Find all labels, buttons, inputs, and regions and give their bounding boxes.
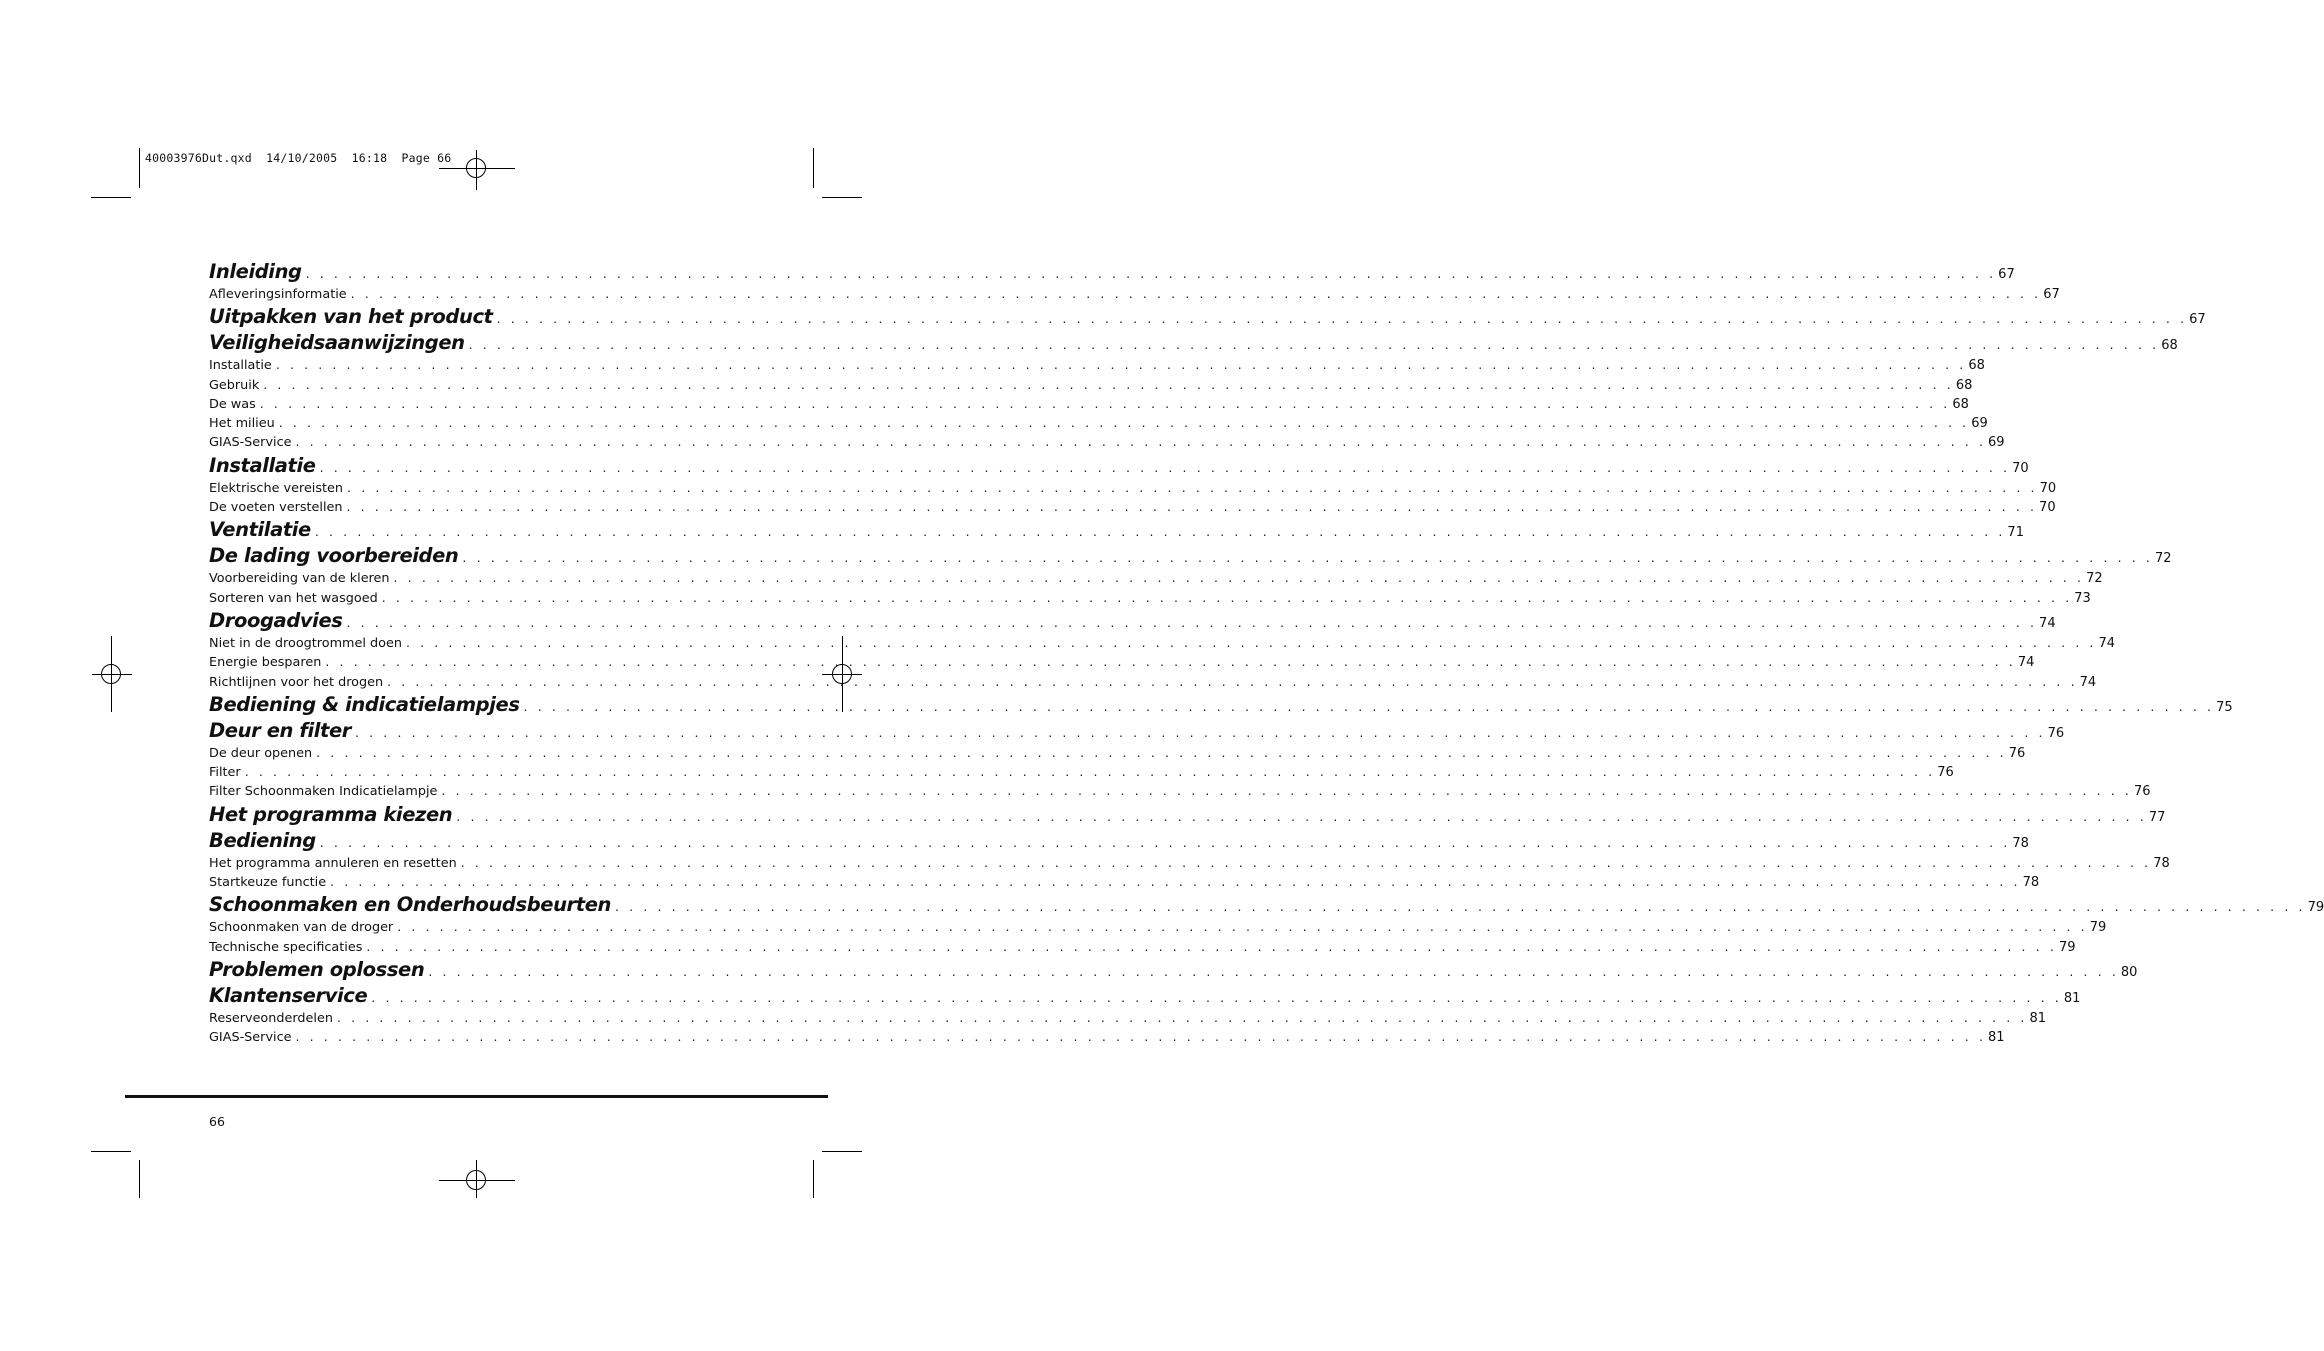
toc-entry	[209, 673, 2097, 693]
toc-label: Installatie	[209, 358, 272, 374]
toc-page-number: 79	[2058, 939, 2076, 955]
dot-leader: . . . . . . . . . . . . . . . . . . . . . . . . . . . . . . . . . . . . . . . . . . . . . . . . . . . . . . . . . . . . . . . . . . . . . . . . . . . . . . . . . . . . . . . . . . . . . . . . . . . . . . . . . . . . . . . . . . . . . . . .	[346, 614, 2038, 630]
toc-heading	[209, 305, 2206, 331]
toc-page-number: 67	[2043, 287, 2060, 302]
dot-leader: . . . . . . . . . . . . . . . . . . . . . . . . . . . . . . . . . . . . . . . . . . . . . . . . . . . . . . . . . . . . . . . . . . . . . . . . . . . . . . . . . . . . . . . . . . . . . . . . . . . . . . . . . . . . . . . . . . . . . . . .	[371, 989, 2062, 1005]
toc-page-number: 76	[2133, 784, 2151, 800]
dot-leader: . . . . . . . . . . . . . . . . . . . . . . . . . . . . . . . . . . . . . . . . . . . . . . . . . . . . . . . . . . . . . . . . . . . . . . . . . . . . . . . . . . . . . . . . . . . . . . . . . . . . . . . . . . . . . . . . . . . . . . . .	[244, 764, 1936, 780]
toc-label: Filter	[209, 765, 241, 781]
dot-leader: . . . . . . . . . . . . . . . . . . . . . . . . . . . . . . . . . . . . . . . . . . . . . . . . . . . . . . . . . . . . . . . . . . . . . . . . . . . . . . . . . . . . . . . . . . . . . . . . . . . . . . . . . . . . . . . . . . . . . . . .	[462, 550, 2153, 566]
dot-leader: . . . . . . . . . . . . . . . . . . . . . . . . . . . . . . . . . . . . . . . . . . . . . . . . . . . . . . . . . . . . . . . . . . . . . . . . . . . . . . . . . . . . . . . . . . . . . . . . . . . . . . . . . . . . . . . . . . . . . . . .	[305, 266, 1997, 281]
table-of-contents	[209, 260, 2324, 1049]
dot-leader: . . . . . . . . . . . . . . . . . . . . . . . . . . . . . . . . . . . . . . . . . . . . . . . . . . . . . . . . . . . . . . . . . . . . . . . . . . . . . . . . . . . . . . . . . . . . . . . . . . . . . . . . . . . . . . . . . . . . . . . .	[366, 938, 2057, 954]
toc-page-number: 75	[2216, 699, 2233, 715]
toc-heading	[209, 518, 2024, 544]
toc-page-number: 69	[1988, 435, 2005, 451]
crop-mark	[822, 197, 862, 198]
dot-leader: . . . . . . . . . . . . . . . . . . . . . . . . . . . . . . . . . . . . . . . . . . . . . . . . . . . . . . . . . . . . . . . . . . . . . . . . . . . . . . . . . . . . . . . . . . . . . . . . . . . . . . . . . . . . . . . . . . . . . . . .	[330, 874, 2021, 890]
toc-entry	[209, 1029, 2005, 1048]
toc-heading	[209, 544, 2172, 570]
toc-page-number: 68	[1952, 396, 1969, 412]
toc-label: Het programma annuleren en resetten	[209, 855, 457, 871]
toc-entry	[209, 415, 1988, 434]
toc-heading	[209, 453, 2029, 480]
toc-page-number: 71	[2007, 525, 2024, 541]
toc-label: Inleiding	[209, 260, 302, 283]
page-number: 66	[209, 1114, 225, 1129]
dot-leader: . . . . . . . . . . . . . . . . . . . . . . . . . . . . . . . . . . . . . . . . . . . . . . . . . . . . . . . . . . . . . . . . . . . . . . . . . . . . . . . . . . . . . . . . . . . . . . . . . . . . . . . . . . . . . . . . . . . . . . . .	[441, 783, 2132, 799]
dot-leader: . . . . . . . . . . . . . . . . . . . . . . . . . . . . . . . . . . . . . . . . . . . . . . . . . . . . . . . . . . . . . . . . . . . . . . . . . . . . . . . . . . . . . . . . . . . . . . . . . . . . . . . . . . . . . . . . . . . . . . . .	[350, 286, 2042, 301]
toc-heading	[209, 608, 2056, 635]
dot-leader: . . . . . . . . . . . . . . . . . . . . . . . . . . . . . . . . . . . . . . . . . . . . . . . . . . . . . . . . . . . . . . . . . . . . . . . . . . . . . . . . . . . . . . . . . . . . . . . . . . . . . . . . . . . . . . . . . . . . . . . .	[615, 899, 2306, 915]
toc-page-number: 70	[2039, 480, 2057, 496]
toc-entry	[209, 919, 2107, 938]
toc-page-number: 70	[2012, 460, 2029, 476]
toc-page-number: 67	[2189, 312, 2206, 328]
dot-leader: . . . . . . . . . . . . . . . . . . . . . . . . . . . . . . . . . . . . . . . . . . . . . . . . . . . . . . . . . . . . . . . . . . . . . . . . . . . . . . . . . . . . . . . . . . . . . . . . . . . . . . . . . . . . . . . . . . . . . . . .	[428, 963, 2119, 979]
toc-page-number: 77	[2148, 809, 2166, 825]
toc-label: De lading voorbereiden	[209, 544, 459, 568]
toc-heading	[209, 828, 2029, 855]
toc-page-number: 72	[2086, 571, 2103, 587]
toc-heading	[209, 331, 2178, 357]
toc-page-number: 68	[1968, 358, 1985, 374]
toc-page-number: 81	[2029, 1010, 2047, 1026]
toc-entry	[209, 1009, 2047, 1029]
toc-label: De was	[209, 396, 256, 412]
toc-label: Filter Schoonmaken Indicatielampje	[209, 784, 438, 800]
crop-mark	[813, 1160, 814, 1198]
dot-leader: . . . . . . . . . . . . . . . . . . . . . . . . . . . . . . . . . . . . . . . . . . . . . . . . . . . . . . . . . . . . . . . . . . . . . . . . . . . . . . . . . . . . . . . . . . . . . . . . . . . . . . . . . . . . . . . . . . . . . . . .	[523, 698, 2215, 714]
toc-heading	[209, 802, 2166, 829]
toc-heading	[209, 983, 2081, 1010]
dot-leader: . . . . . . . . . . . . . . . . . . . . . . . . . . . . . . . . . . . . . . . . . . . . . . . . . . . . . . . . . . . . . . . . . . . . . . . . . . . . . . . . . . . . . . . . . . . . . . . . . . . . . . . . . . . . . . . . . . . . . . . .	[295, 1029, 1987, 1045]
toc-page-number: 81	[1988, 1030, 2005, 1046]
toc-page-number: 68	[2161, 338, 2178, 354]
toc-label: Klantenservice	[209, 983, 368, 1007]
toc-page-number: 78	[2022, 875, 2040, 891]
toc-heading	[209, 718, 2065, 745]
dot-leader: . . . . . . . . . . . . . . . . . . . . . . . . . . . . . . . . . . . . . . . . . . . . . . . . . . . . . . . . . . . . . . . . . . . . . . . . . . . . . . . . . . . . . . . . . . . . . . . . . . . . . . . . . . . . . . . . . . . . . . . .	[496, 311, 2188, 327]
toc-label: Installatie	[209, 453, 316, 477]
dot-leader: . . . . . . . . . . . . . . . . . . . . . . . . . . . . . . . . . . . . . . . . . . . . . . . . . . . . . . . . . . . . . . . . . . . . . . . . . . . . . . . . . . . . . . . . . . . . . . . . . . . . . . . . . . . . . . . . . . . . . . . .	[355, 724, 2046, 740]
dot-leader: . . . . . . . . . . . . . . . . . . . . . . . . . . . . . . . . . . . . . . . . . . . . . . . . . . . . . . . . . . . . . . . . . . . . . . . . . . . . . . . . . . . . . . . . . . . . . . . . . . . . . . . . . . . . . . . . . . . . . . . .	[336, 1009, 2028, 1025]
toc-label: Elektrische vereisten	[209, 480, 344, 496]
toc-page-number: 79	[2089, 920, 2107, 936]
crop-mark	[91, 1151, 131, 1152]
crop-mark	[91, 197, 131, 198]
registration-circle	[466, 158, 486, 178]
toc-entry	[209, 764, 1954, 783]
toc-label: Richtlijnen voor het drogen	[209, 674, 384, 690]
toc-page-number: 76	[1937, 765, 1954, 781]
dot-leader: . . . . . . . . . . . . . . . . . . . . . . . . . . . . . . . . . . . . . . . . . . . . . . . . . . . . . . . . . . . . . . . . . . . . . . . . . . . . . . . . . . . . . . . . . . . . . . . . . . . . . . . . . . . . . . . . . . . . . . . .	[278, 415, 1970, 431]
toc-label: Schoonmaken van de droger	[209, 920, 394, 936]
dot-leader: . . . . . . . . . . . . . . . . . . . . . . . . . . . . . . . . . . . . . . . . . . . . . . . . . . . . . . . . . . . . . . . . . . . . . . . . . . . . . . . . . . . . . . . . . . . . . . . . . . . . . . . . . . . . . . . . . . . . . . . .	[393, 570, 2085, 586]
toc-label: De voeten verstellen	[209, 500, 343, 516]
toc-label: GIAS-Service	[209, 435, 292, 451]
dot-leader: . . . . . . . . . . . . . . . . . . . . . . . . . . . . . . . . . . . . . . . . . . . . . . . . . . . . . . . . . . . . . . . . . . . . . . . . . . . . . . . . . . . . . . . . . . . . . . . . . . . . . . . . . . . . . . . . . . . . . . . .	[314, 524, 2006, 540]
toc-page-number: 74	[2017, 655, 2035, 671]
toc-page-number: 74	[2098, 635, 2116, 651]
crop-mark	[822, 1151, 862, 1152]
dot-leader: . . . . . . . . . . . . . . . . . . . . . . . . . . . . . . . . . . . . . . . . . . . . . . . . . . . . . . . . . . . . . . . . . . . . . . . . . . . . . . . . . . . . . . . . . . . . . . . . . . . . . . . . . . . . . . . . . . . . . . . .	[316, 744, 2007, 760]
dot-leader: . . . . . . . . . . . . . . . . . . . . . . . . . . . . . . . . . . . . . . . . . . . . . . . . . . . . . . . . . . . . . . . . . . . . . . . . . . . . . . . . . . . . . . . . . . . . . . . . . . . . . . . . . . . . . . . . . . . . . . . .	[468, 337, 2160, 353]
toc-page-number: 68	[1955, 377, 1973, 393]
toc-label: Veiligheidsaanwijzingen	[209, 331, 465, 355]
toc-label: Uitpakken van het product	[209, 305, 493, 329]
toc-entry	[209, 744, 2026, 764]
crop-mark	[139, 148, 140, 188]
toc-page-number: 74	[2039, 615, 2056, 631]
dot-leader: . . . . . . . . . . . . . . . . . . . . . . . . . . . . . . . . . . . . . . . . . . . . . . . . . . . . . . . . . . . . . . . . . . . . . . . . . . . . . . . . . . . . . . . . . . . . . . . . . . . . . . . . . . . . . . . . . . . . . . . .	[347, 479, 2038, 495]
dot-leader: . . . . . . . . . . . . . . . . . . . . . . . . . . . . . . . . . . . . . . . . . . . . . . . . . . . . . . . . . . . . . . . . . . . . . . . . . . . . . . . . . . . . . . . . . . . . . . . . . . . . . . . . . . . . . . . . . . . . . . . .	[456, 808, 2147, 824]
dot-leader: . . . . . . . . . . . . . . . . . . . . . . . . . . . . . . . . . . . . . . . . . . . . . . . . . . . . . . . . . . . . . . . . . . . . . . . . . . . . . . . . . . . . . . . . . . . . . . . . . . . . . . . . . . . . . . . . . . . . . . . .	[319, 834, 2011, 850]
toc-page-number: 76	[2047, 725, 2065, 741]
toc-entry	[209, 499, 2056, 518]
dot-leader: . . . . . . . . . . . . . . . . . . . . . . . . . . . . . . . . . . . . . . . . . . . . . . . . . . . . . . . . . . . . . . . . . . . . . . . . . . . . . . . . . . . . . . . . . . . . . . . . . . . . . . . . . . . . . . . . . . . . . . . .	[387, 673, 2078, 689]
toc-entry	[209, 938, 2076, 958]
toc-page-number: 79	[2307, 900, 2324, 916]
toc-label: Reserveonderdelen	[209, 1010, 333, 1026]
toc-entry	[209, 874, 2040, 893]
toc-label: Afleveringsinformatie	[209, 287, 347, 302]
toc-entry	[209, 654, 2035, 673]
toc-label: Deur en filter	[209, 718, 352, 742]
dot-leader: . . . . . . . . . . . . . . . . . . . . . . . . . . . . . . . . . . . . . . . . . . . . . . . . . . . . . . . . . . . . . . . . . . . . . . . . . . . . . . . . . . . . . . . . . . . . . . . . . . . . . . . . . . . . . . . . . . . . . . . .	[263, 376, 1954, 392]
toc-entry	[209, 357, 1985, 376]
crop-mark	[139, 1160, 140, 1198]
toc-label: Ventilatie	[209, 518, 311, 542]
toc-entry	[209, 434, 2005, 453]
dot-leader: . . . . . . . . . . . . . . . . . . . . . . . . . . . . . . . . . . . . . . . . . . . . . . . . . . . . . . . . . . . . . . . . . . . . . . . . . . . . . . . . . . . . . . . . . . . . . . . . . . . . . . . . . . . . . . . . . . . . . . . .	[325, 654, 2016, 670]
toc-heading	[209, 692, 2233, 719]
toc-label: Het milieu	[209, 416, 275, 432]
toc-heading	[209, 260, 2015, 286]
registration-circle	[101, 664, 121, 684]
toc-page-number: 72	[2154, 551, 2172, 567]
dot-leader: . . . . . . . . . . . . . . . . . . . . . . . . . . . . . . . . . . . . . . . . . . . . . . . . . . . . . . . . . . . . . . . . . . . . . . . . . . . . . . . . . . . . . . . . . . . . . . . . . . . . . . . . . . . . . . . . . . . . . . . .	[319, 459, 2011, 475]
toc-entry	[209, 854, 2170, 874]
dot-leader: . . . . . . . . . . . . . . . . . . . . . . . . . . . . . . . . . . . . . . . . . . . . . . . . . . . . . . . . . . . . . . . . . . . . . . . . . . . . . . . . . . . . . . . . . . . . . . . . . . . . . . . . . . . . . . . . . . . . . . . .	[397, 919, 2088, 935]
footer-rule	[125, 1095, 828, 1098]
toc-entry	[209, 395, 1969, 415]
toc-label: Energie besparen	[209, 655, 322, 671]
toc-heading	[209, 893, 2324, 919]
toc-page-number: 73	[2074, 590, 2091, 606]
toc-page-number: 81	[2063, 990, 2081, 1006]
toc-entry	[209, 589, 2091, 609]
toc-label: Bediening & indicatielampjes	[209, 692, 520, 716]
toc-label: Droogadvies	[209, 608, 343, 632]
dot-leader: . . . . . . . . . . . . . . . . . . . . . . . . . . . . . . . . . . . . . . . . . . . . . . . . . . . . . . . . . . . . . . . . . . . . . . . . . . . . . . . . . . . . . . . . . . . . . . . . . . . . . . . . . . . . . . . . . . . . . . . .	[259, 395, 1951, 411]
crop-mark	[813, 148, 814, 188]
toc-entry	[209, 570, 2103, 589]
toc-label: Sorteren van het wasgoed	[209, 590, 378, 606]
toc-label: Problemen oplossen	[209, 957, 425, 981]
dot-leader: . . . . . . . . . . . . . . . . . . . . . . . . . . . . . . . . . . . . . . . . . . . . . . . . . . . . . . . . . . . . . . . . . . . . . . . . . . . . . . . . . . . . . . . . . . . . . . . . . . . . . . . . . . . . . . . . . . . . . . . .	[275, 357, 1967, 373]
toc-heading	[209, 957, 2138, 984]
toc-label: GIAS-Service	[209, 1030, 292, 1046]
dot-leader: . . . . . . . . . . . . . . . . . . . . . . . . . . . . . . . . . . . . . . . . . . . . . . . . . . . . . . . . . . . . . . . . . . . . . . . . . . . . . . . . . . . . . . . . . . . . . . . . . . . . . . . . . . . . . . . . . . . . . . . .	[295, 434, 1987, 450]
toc-entry	[209, 286, 2060, 305]
toc-page-number: 78	[2012, 835, 2029, 851]
toc-entry	[209, 376, 1973, 396]
toc-entry	[209, 634, 2116, 654]
toc-entry	[209, 479, 2057, 499]
toc-label: De deur openen	[209, 745, 313, 761]
registration-circle	[466, 1170, 486, 1190]
toc-label: Gebruik	[209, 377, 260, 393]
toc-label: Bediening	[209, 828, 316, 852]
toc-entry	[209, 783, 2151, 802]
toc-label: Technische specificaties	[209, 939, 363, 955]
dot-leader: . . . . . . . . . . . . . . . . . . . . . . . . . . . . . . . . . . . . . . . . . . . . . . . . . . . . . . . . . . . . . . . . . . . . . . . . . . . . . . . . . . . . . . . . . . . . . . . . . . . . . . . . . . . . . . . . . . . . . . . .	[405, 634, 2097, 650]
toc-label: Voorbereiding van de kleren	[209, 571, 390, 587]
print-slug: 40003976Dut.qxd 14/10/2005 16:18 Page 66	[145, 151, 452, 165]
toc-page-number: 67	[1998, 267, 2015, 282]
dot-leader: . . . . . . . . . . . . . . . . . . . . . . . . . . . . . . . . . . . . . . . . . . . . . . . . . . . . . . . . . . . . . . . . . . . . . . . . . . . . . . . . . . . . . . . . . . . . . . . . . . . . . . . . . . . . . . . . . . . . . . . .	[381, 589, 2073, 605]
toc-label: Het programma kiezen	[209, 802, 453, 826]
toc-page-number: 76	[2008, 745, 2026, 761]
toc-label: Niet in de droogtrommel doen	[209, 635, 402, 651]
toc-page-number: 80	[2120, 964, 2138, 980]
toc-page-number: 70	[2039, 500, 2056, 516]
dot-leader: . . . . . . . . . . . . . . . . . . . . . . . . . . . . . . . . . . . . . . . . . . . . . . . . . . . . . . . . . . . . . . . . . . . . . . . . . . . . . . . . . . . . . . . . . . . . . . . . . . . . . . . . . . . . . . . . . . . . . . . .	[346, 499, 2038, 515]
toc-page-number: 78	[2153, 855, 2170, 871]
toc-label: Startkeuze functie	[209, 875, 327, 891]
toc-page-number: 74	[2079, 674, 2097, 690]
dot-leader: . . . . . . . . . . . . . . . . . . . . . . . . . . . . . . . . . . . . . . . . . . . . . . . . . . . . . . . . . . . . . . . . . . . . . . . . . . . . . . . . . . . . . . . . . . . . . . . . . . . . . . . . . . . . . . . . . . . . . . . .	[460, 854, 2152, 870]
toc-page-number: 69	[1971, 416, 1988, 432]
toc-label: Schoonmaken en Onderhoudsbeurten	[209, 893, 612, 917]
